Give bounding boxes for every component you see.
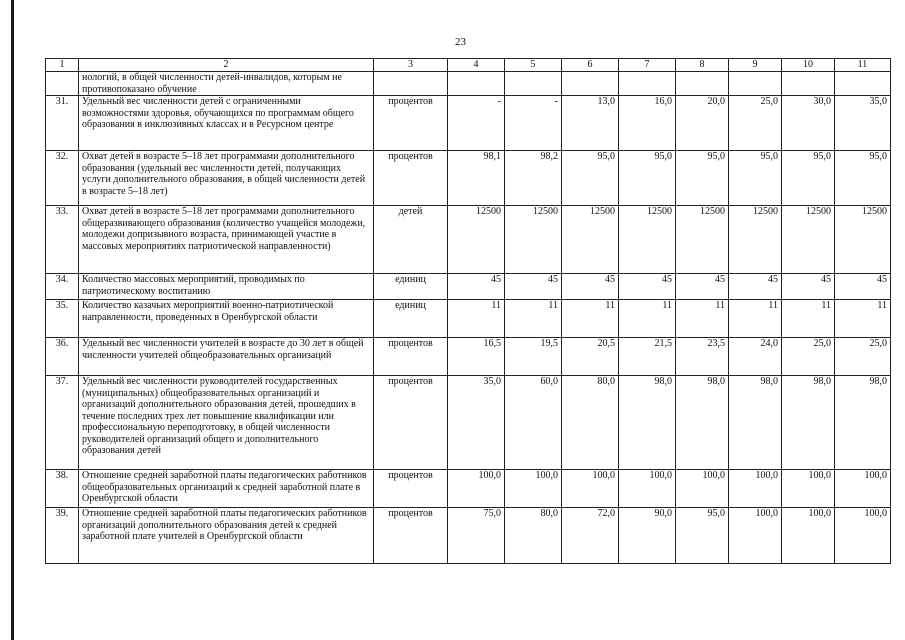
indicator-value: - [505,96,562,151]
indicator-value: 45 [676,274,729,300]
indicator-value: 45 [448,274,505,300]
indicator-value: 95,0 [676,508,729,564]
indicator-value: 20,5 [562,338,619,376]
indicator-value: 24,0 [729,338,782,376]
indicator-value: 11 [562,300,619,338]
indicator-value: 60,0 [505,376,562,470]
unit-of-measure: процентов [374,376,448,470]
row-number [46,72,79,96]
table-row [46,151,891,206]
table-row [46,96,891,151]
indicator-value: 98,1 [448,151,505,206]
indicator-value: 100,0 [619,470,676,508]
indicator-value: 16,0 [619,96,676,151]
indicator-value [562,72,619,96]
indicator-value: 12500 [619,206,676,274]
indicator-value: 100,0 [676,470,729,508]
table-row [46,72,891,96]
indicator-value: 25,0 [835,338,891,376]
unit-of-measure: процентов [374,338,448,376]
indicator-value: 100,0 [729,470,782,508]
indicator-value [729,72,782,96]
indicator-value: 35,0 [835,96,891,151]
indicator-value: 95,0 [619,151,676,206]
column-header: 1 [46,59,79,72]
indicator-description: Количество казачьих мероприятий военно-патриотической направленности, проведенных в Оренбургской области [79,300,374,338]
table-header-row [46,59,891,72]
row-number: 36. [46,338,79,376]
indicator-value: 25,0 [782,338,835,376]
indicator-value: 72,0 [562,508,619,564]
indicator-value [448,72,505,96]
column-header: 4 [448,59,505,72]
indicator-value: 11 [505,300,562,338]
indicator-value: 12500 [835,206,891,274]
unit-of-measure: детей [374,206,448,274]
indicator-value [619,72,676,96]
indicator-value: - [448,96,505,151]
indicator-value: 95,0 [562,151,619,206]
column-header: 11 [835,59,891,72]
row-number: 37. [46,376,79,470]
indicator-value [835,72,891,96]
indicator-value: 11 [729,300,782,338]
indicator-value: 11 [782,300,835,338]
indicator-table [45,58,891,564]
indicator-value: 100,0 [448,470,505,508]
unit-of-measure: процентов [374,151,448,206]
column-header: 7 [619,59,676,72]
indicator-value: 23,5 [676,338,729,376]
indicator-value [505,72,562,96]
row-number: 38. [46,470,79,508]
indicator-value: 45 [562,274,619,300]
indicator-value: 100,0 [505,470,562,508]
column-header: 3 [374,59,448,72]
indicator-value: 11 [448,300,505,338]
indicator-value: 98,0 [619,376,676,470]
row-number: 32. [46,151,79,206]
unit-of-measure: процентов [374,96,448,151]
column-header: 6 [562,59,619,72]
indicator-value: 100,0 [782,508,835,564]
indicator-description: Удельный вес численности руководителей государственных (муниципальных) общеобразовательных организаций и организаций дополнительного образования детей, прошедших в течение последних трех лет повышение квалификации или профессиональную переподготовку, в общей численности руководителей организаций общего и дополнительного образования детей [79,376,374,470]
indicator-value: 11 [835,300,891,338]
table-row [46,470,891,508]
indicator-value [676,72,729,96]
indicator-value: 13,0 [562,96,619,151]
indicator-value: 45 [782,274,835,300]
indicator-value: 11 [619,300,676,338]
indicator-value: 98,0 [729,376,782,470]
indicator-value: 80,0 [562,376,619,470]
column-header: 9 [729,59,782,72]
indicator-value: 12500 [676,206,729,274]
indicator-value [782,72,835,96]
indicator-description: нологий, в общей численности детей-инвалидов, которым не противопоказано обучение [79,72,374,96]
indicator-description: Охват детей в возрасте 5–18 лет программами дополнительного образования (удельный вес численности детей, получающих услуги дополнительного образования, в общей численности детей в возрасте 5–18 лет) [79,151,374,206]
row-number: 33. [46,206,79,274]
table-row [46,338,891,376]
indicator-description: Удельный вес численности учителей в возрасте до 30 лет в общей численности учителей общеобразовательных организаций [79,338,374,376]
indicator-value: 75,0 [448,508,505,564]
indicator-value: 25,0 [729,96,782,151]
page-number: 23 [455,36,466,48]
indicator-value: 95,0 [676,151,729,206]
indicator-value: 30,0 [782,96,835,151]
indicator-value: 100,0 [835,508,891,564]
indicator-description: Отношение средней заработной платы педагогических работников общеобразовательных организаций к средней заработной плате в Оренбургской области [79,470,374,508]
indicator-value: 12500 [562,206,619,274]
indicator-description: Удельный вес численности детей с ограниченными возможностями здоровья, обучающихся по программам общего образования в инклюзивных классах и в Ресурсном центре [79,96,374,151]
indicator-description: Отношение средней заработной платы педагогических работников организаций дополнительного образования детей к средней заработной плате учителей в Оренбургской области [79,508,374,564]
unit-of-measure: единиц [374,274,448,300]
column-header: 5 [505,59,562,72]
indicator-description: Количество массовых мероприятий, проводимых по патриотическому воспитанию [79,274,374,300]
indicator-value: 12500 [782,206,835,274]
unit-of-measure: процентов [374,470,448,508]
indicator-value: 95,0 [835,151,891,206]
indicator-value: 98,0 [676,376,729,470]
row-number: 31. [46,96,79,151]
indicator-value: 20,0 [676,96,729,151]
indicator-value: 100,0 [562,470,619,508]
indicator-value: 95,0 [729,151,782,206]
indicator-value: 19,5 [505,338,562,376]
column-header: 2 [79,59,374,72]
indicator-value: 35,0 [448,376,505,470]
unit-of-measure: единиц [374,300,448,338]
indicator-value: 11 [676,300,729,338]
indicator-value: 90,0 [619,508,676,564]
table-row [46,376,891,470]
table-row [46,508,891,564]
row-number: 35. [46,300,79,338]
indicator-value: 12500 [505,206,562,274]
indicator-value: 45 [835,274,891,300]
table-row [46,274,891,300]
row-number: 34. [46,274,79,300]
scan-edge-line [11,0,14,640]
indicator-value: 100,0 [835,470,891,508]
indicator-value: 98,2 [505,151,562,206]
indicator-value: 12500 [448,206,505,274]
indicator-value: 16,5 [448,338,505,376]
indicator-value: 45 [505,274,562,300]
indicator-value: 100,0 [729,508,782,564]
indicator-value: 80,0 [505,508,562,564]
indicator-value: 12500 [729,206,782,274]
indicator-description: Охват детей в возрасте 5–18 лет программами дополнительного общеразвивающего образования (количество учащейся молодежи, молодежи допризывного возраста, принимающей участие в массовых мероприятиях патриотической направленности) [79,206,374,274]
indicator-value: 100,0 [782,470,835,508]
indicator-value: 21,5 [619,338,676,376]
column-header: 8 [676,59,729,72]
table-row [46,300,891,338]
row-number: 39. [46,508,79,564]
indicator-value: 95,0 [782,151,835,206]
indicator-value: 45 [619,274,676,300]
unit-of-measure: процентов [374,508,448,564]
indicator-value: 98,0 [835,376,891,470]
unit-of-measure [374,72,448,96]
indicator-value: 45 [729,274,782,300]
table-row [46,206,891,274]
column-header: 10 [782,59,835,72]
indicator-value: 98,0 [782,376,835,470]
